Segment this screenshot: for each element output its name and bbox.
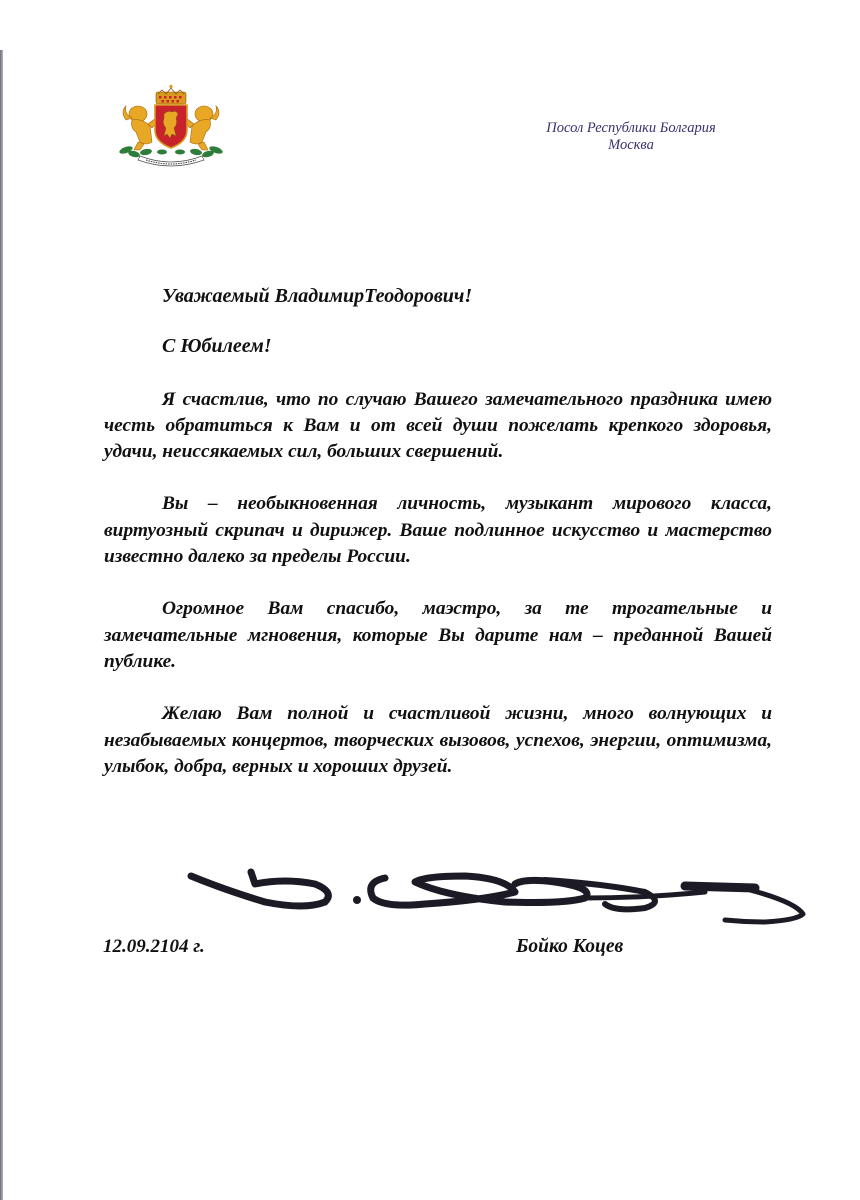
letter-paragraph: Вы – необыкновенная личность, музыкант мирового класса, виртуозный скрипач и дирижер. Ваше подлинное искусство и мастерство известно далеко за пределы России. <box>104 493 772 568</box>
signer-name: Бойко Коцев <box>516 936 624 957</box>
letter-paragraph: Огромное Вам спасибо, маэстро, за те трогательные и замечательные мгновения, которые Вы дарите нам – преданной Вашей публике. <box>104 598 772 672</box>
letter-paragraph: Желаю Вам полной и счастливой жизни, много волнующих и незабываемых концертов, творческих вызовов, успехов, энергии, оптимизма, улыбок, добра, верных и хороших друзей. <box>104 703 772 777</box>
bulgarian-coat-of-arms-icon <box>112 84 230 170</box>
letter-date: 12.09.2104 г. <box>103 936 205 957</box>
letterhead <box>520 120 742 154</box>
right-lion <box>184 106 219 150</box>
greeting: С Юбилеем! <box>162 335 272 358</box>
letter-paragraph: Я счастлив, что по случаю Вашего замечательного праздника имею честь обратиться к Вам и от всей души пожелать крепкого здоровья, удачи, неиссякаемых сил, больших свершений. <box>104 388 772 463</box>
shield <box>155 105 187 148</box>
crown <box>156 85 186 104</box>
scan-edge <box>0 50 3 1200</box>
left-lion <box>123 106 158 150</box>
letter-body <box>104 283 772 780</box>
salutation: Уважаемый ВладимирТеодорович! <box>162 285 473 307</box>
handwritten-signature-icon <box>185 862 815 942</box>
letterhead-city: Москва <box>608 137 654 153</box>
motto-ribbon <box>138 156 204 166</box>
letterhead-title: Посол Республики Болгария <box>546 120 716 136</box>
